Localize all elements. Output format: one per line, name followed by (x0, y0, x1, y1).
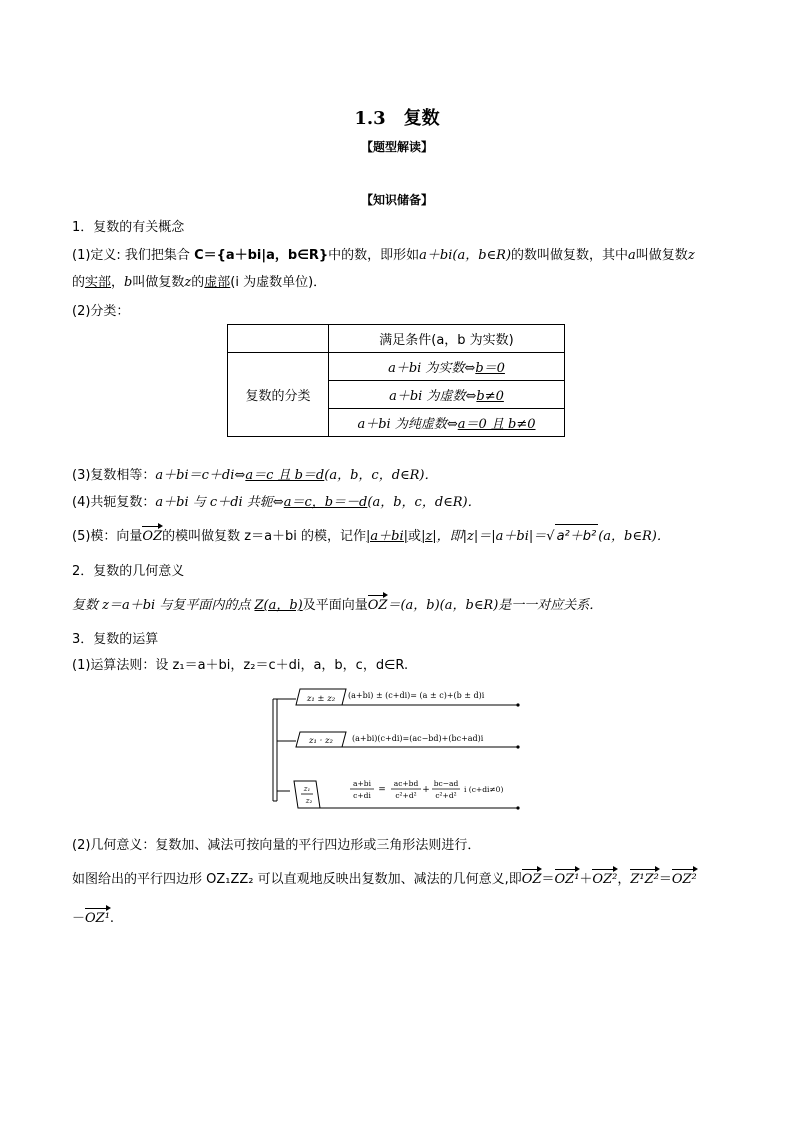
operation-diagram (268, 683, 528, 813)
op-add-label: z₁ ± z₂ (306, 694, 336, 704)
table-row: a＋bi 为虚数⇔b≠0 (329, 381, 565, 409)
definition-line-1: (1)定义: 我们把集合 C＝{a＋bi|a，b∈R}中的数，即形如a＋bi(a，b∈R)的数叫做复数，其中a叫做复数z (72, 248, 695, 263)
section-2-heading: 2．复数的几何意义 (72, 564, 185, 579)
table-corner (228, 325, 329, 353)
svg-text:c+di: c+di (353, 791, 371, 800)
table-header: 满足条件(a，b 为实数) (329, 325, 565, 353)
geometric-meaning-line: 复数 z＝a＋bi 与复平面内的点 Z(a，b)及平面向量OZ＝(a，b)(a，b∈R)是一一对应关系． (72, 598, 603, 613)
operation-rule-line: (1)运算法则：设 z₁＝a＋bi，z₂＝c＋di，a，b，c，d∈R. (72, 658, 409, 673)
set-c: C＝{a＋bi|a，b∈R} (194, 248, 329, 263)
svg-text:+: + (422, 785, 430, 795)
point-z: Z(a，b) (254, 598, 303, 613)
svg-text:=: = (378, 785, 386, 795)
svg-text:c²+d²: c²+d² (395, 791, 417, 800)
page-title: 1.3 复数 (354, 108, 440, 129)
op-mul-label: z₁ · z₂ (309, 736, 333, 746)
svg-text:a+bi: a+bi (353, 779, 371, 788)
definition-line-2: 的实部，b叫做复数z的虚部(i 为虚数单位)． (72, 275, 327, 290)
table-row: a＋bi 为纯虚数⇔a＝0 且 b≠0 (329, 409, 565, 437)
table-row-label: 复数的分类 (228, 353, 329, 437)
svg-text:c²+d²: c²+d² (435, 791, 457, 800)
parallelogram-line-1: 如图给出的平行四边形 OZ₁ZZ₂ 可以直观地反映出复数加、减法的几何意义,即OZ＝OZ¹＋OZ²，Z¹Z²＝OZ² (72, 872, 697, 887)
svg-text:ac+bd: ac+bd (393, 779, 419, 788)
vector-oz-2: OZ (367, 598, 388, 613)
svg-text:z₂: z₂ (305, 797, 313, 805)
classification-label: (2)分类： (72, 304, 130, 319)
classification-table (227, 324, 565, 437)
modulus-line: (5)模：向量OZ的模叫做复数 z＝a＋bi 的模，记作|a＋bi|或|z|，即|z|＝|a＋bi|＝√ a²＋b² (a，b∈R)． (72, 524, 670, 544)
real-part-term: 实部 (85, 275, 112, 290)
subtitle-type-reading: 【题型解读】 (360, 140, 433, 154)
equality-line: (3)复数相等：a＋bi＝c＋di⇔a＝c 且 b＝d(a，b，c，d∈R)． (72, 468, 438, 483)
svg-text:i (c+di≠0): i (c+di≠0) (464, 785, 504, 794)
parallelogram-line-2: －OZ¹. (72, 911, 115, 926)
result-add: (a+bi) ± (c+di)= (a ± c)+(b ± d)i (348, 691, 485, 700)
imaginary-part-term: 虚部 (204, 275, 231, 290)
section-3-heading: 3．复数的运算 (72, 632, 159, 647)
result-mul: (a+bi)(c+di)=(ac−bd)+(bc+ad)i (352, 734, 484, 743)
geometric-rule-line: (2)几何意义：复数加、减法可按向量的平行四边形或三角形法则进行． (72, 838, 481, 853)
conjugate-line: (4)共轭复数：a＋bi 与 c＋di 共轭⇔a＝c，b＝－d(a，b，c，d∈R)． (72, 495, 481, 510)
table-row: a＋bi 为实数⇔b＝0 (329, 353, 565, 381)
sqrt-expression: a²＋b² (555, 524, 599, 544)
section-1-heading: 1．复数的有关概念 (72, 220, 185, 235)
svg-text:bc−ad: bc−ad (433, 779, 459, 788)
subtitle-knowledge: 【知识储备】 (360, 193, 433, 207)
vector-oz: OZ (142, 529, 163, 544)
svg-text:z₁: z₁ (303, 785, 311, 793)
